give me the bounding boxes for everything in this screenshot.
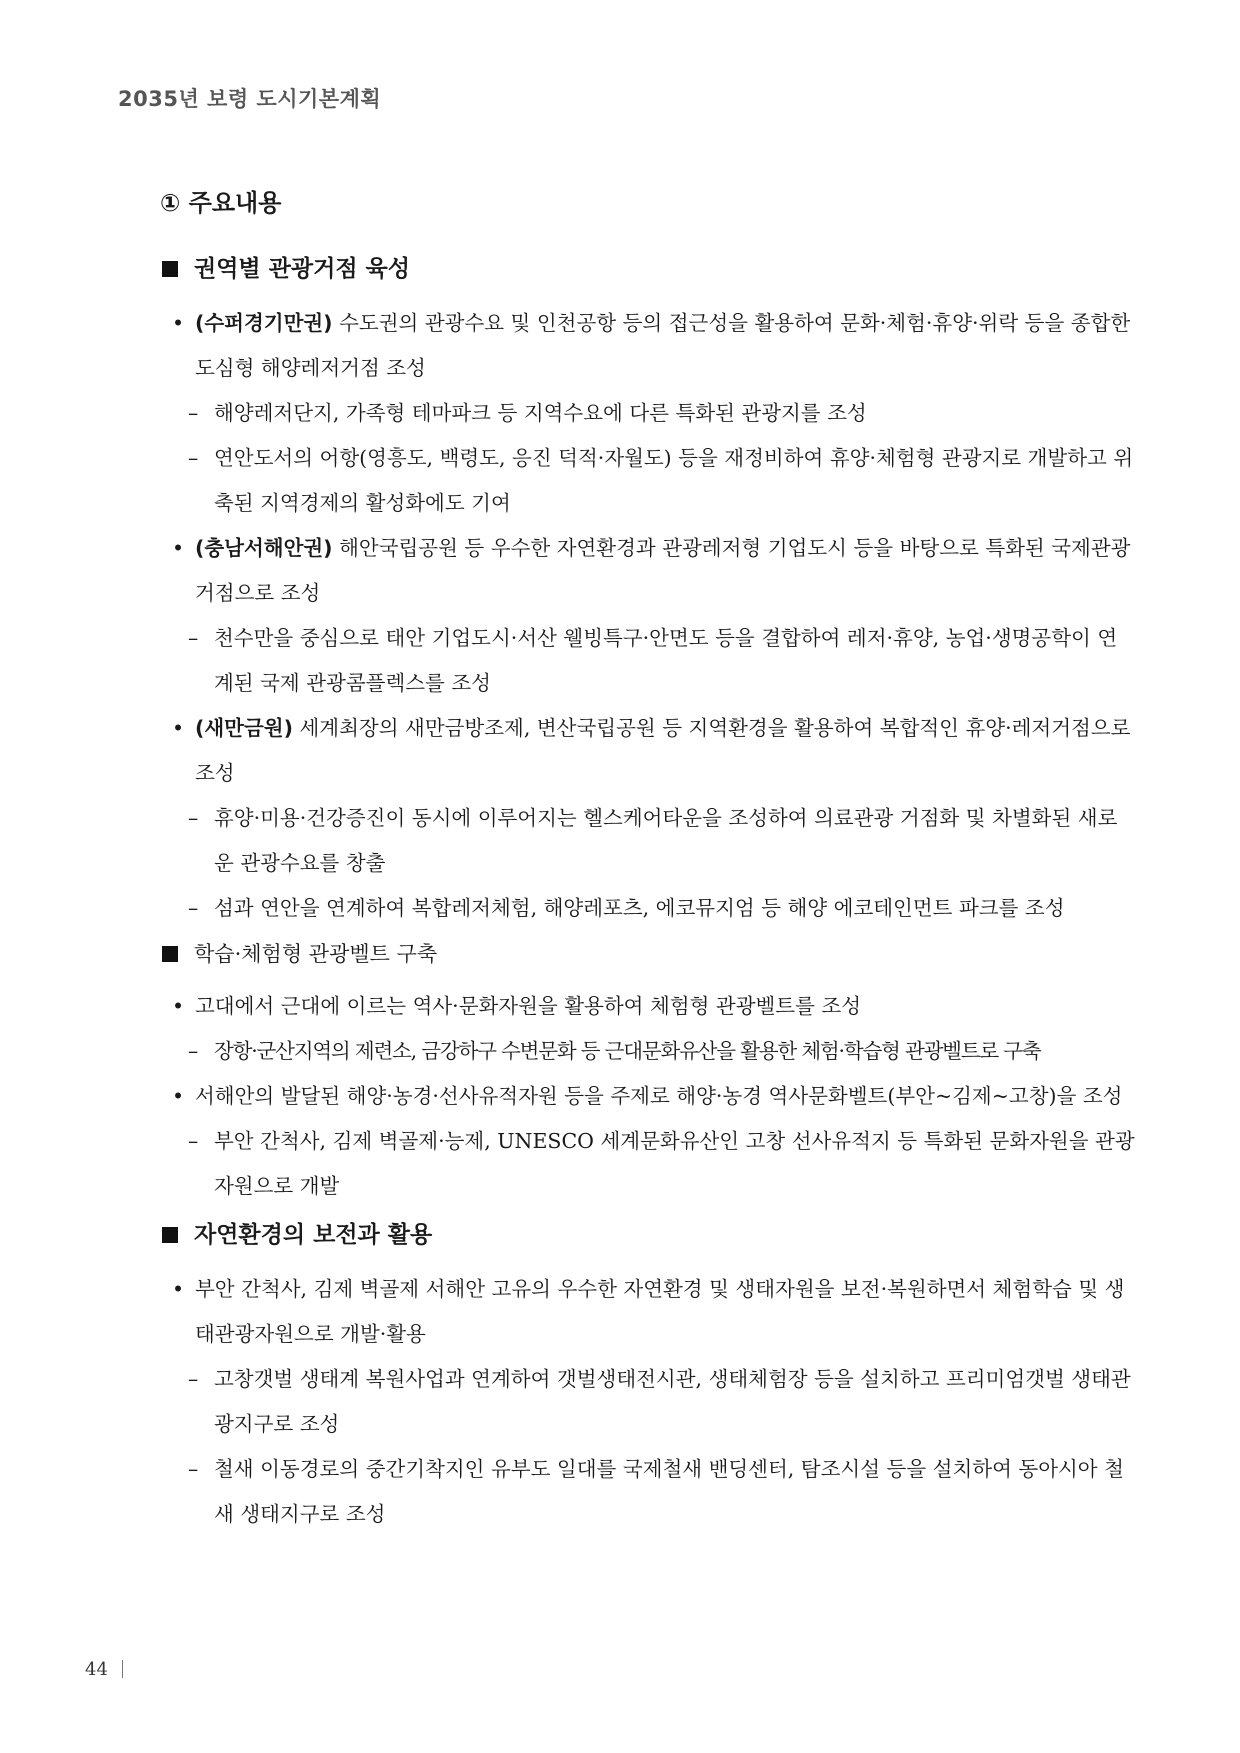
square-bullet-icon [162, 946, 178, 962]
item-text: 서해안의 발달된 해양·농경·선사유적자원 등을 주제로 해양·농경 역사문화벨트(부안~김제~고창)을 조성 [195, 1084, 1123, 1108]
footer-divider [122, 1660, 123, 1678]
sub-item [160, 436, 1135, 526]
sub-item [160, 1119, 1135, 1209]
bullet-icon: • [172, 1084, 185, 1108]
sub-item [160, 616, 1135, 706]
heading-learning-belt [160, 936, 1135, 972]
sub-item [160, 886, 1135, 931]
sub-item-text: 장항·군산지역의 제련소, 금강하구 수변문화 등 근대문화유산을 활용한 체험·학습형 관광벨트로 구축 [214, 1039, 1041, 1063]
heading-text: 자연환경의 보전과 활용 [194, 1222, 433, 1248]
item-text: 고대에서 근대에 이르는 역사·문화자원을 활용하여 체험형 관광벨트를 조성 [195, 994, 862, 1018]
running-header: 2035년 보령 도시기본계획 [118, 87, 382, 111]
dash-icon: – [188, 446, 199, 470]
heading-regional-tourism [160, 251, 1135, 287]
sub-item-text: 천수만을 중심으로 태안 기업도시·서산 웰빙특구·안면도 등을 결합하여 레저·휴양, 농업·생명공학이 연계된 국제 관광콤플렉스를 조성 [214, 626, 1118, 695]
list-item [160, 526, 1135, 616]
dash-icon: – [188, 401, 199, 425]
bullet-icon: • [172, 311, 185, 335]
sub-item-text: 연안도서의 어항(영흥도, 백령도, 응진 덕적·자월도) 등을 재정비하여 휴양·체험형 관광지로 개발하고 위축된 지역경제의 활성화에도 기여 [214, 446, 1134, 515]
item-text: 수도권의 관광수요 및 인천공항 등의 접근성을 활용하여 문화·체험·휴양·위락 등을 종합한 도심형 해양레저거점 조성 [195, 311, 1131, 380]
dash-icon: – [188, 1367, 199, 1391]
list-item [160, 301, 1135, 391]
item-tag: (새만금원) [195, 716, 293, 740]
dash-icon: – [188, 896, 199, 920]
item-text: 세계최장의 새만금방조제, 변산국립공원 등 지역환경을 활용하여 복합적인 휴양·레저거점으로 조성 [195, 716, 1131, 785]
sub-item-text: 섬과 연안을 연계하여 복합레저체험, 해양레포츠, 에코뮤지엄 등 해양 에코테인먼트 파크를 조성 [214, 896, 1065, 920]
page-number: 44 [85, 1659, 108, 1680]
sub-item-text: 철새 이동경로의 중간기착지인 유부도 일대를 국제철새 밴딩센터, 탐조시설 등을 설치하여 동아시아 철새 생태지구로 조성 [214, 1457, 1124, 1526]
bullet-icon: • [172, 994, 185, 1018]
list-item [160, 706, 1135, 796]
sub-item-text: 부안 간척사, 김제 벽골제·능제, UNESCO 세계문화유산인 고창 선사유적지 등 특화된 문화자원을 관광자원으로 개발 [214, 1129, 1135, 1198]
item-tag: (충남서해안권) [195, 536, 333, 560]
list-item [160, 1074, 1135, 1119]
sub-item-text: 고창갯벌 생태계 복원사업과 연계하여 갯벌생태전시관, 생태체험장 등을 설치하고 프리미엄갯벌 생태관광지구로 조성 [214, 1367, 1131, 1436]
sub-item-text: 휴양·미용·건강증진이 동시에 이루어지는 헬스케어타운을 조성하여 의료관광 거점화 및 차별화된 새로운 관광수요를 창출 [214, 806, 1118, 875]
list-item [160, 984, 1135, 1029]
heading-text: 권역별 관광거점 육성 [194, 256, 410, 282]
dash-icon: – [188, 1457, 199, 1481]
item-tag: (수퍼경기만권) [195, 311, 333, 335]
sub-item [160, 1357, 1135, 1447]
bullet-icon: • [172, 1277, 185, 1301]
dash-icon: – [188, 1129, 199, 1153]
page-body [160, 185, 1135, 1537]
square-bullet-icon [162, 1227, 178, 1243]
sub-item [160, 391, 1135, 436]
list-item [160, 1267, 1135, 1357]
sub-item [160, 796, 1135, 886]
heading-text: 학습·체험형 관광벨트 구축 [194, 942, 438, 966]
heading-nature-conservation [160, 1217, 1135, 1253]
dash-icon: – [188, 1039, 199, 1063]
sub-item-text: 해양레저단지, 가족형 테마파크 등 지역수요에 다른 특화된 관광지를 조성 [214, 401, 867, 425]
page-footer [85, 1659, 123, 1680]
square-bullet-icon [162, 261, 178, 277]
bullet-icon: • [172, 716, 185, 740]
item-text: 부안 간척사, 김제 벽골제 서해안 고유의 우수한 자연환경 및 생태자원을 보전·복원하면서 체험학습 및 생태관광자원으로 개발·활용 [195, 1277, 1125, 1346]
dash-icon: – [188, 806, 199, 830]
dash-icon: – [188, 626, 199, 650]
section-title: ① 주요내용 [160, 189, 282, 217]
item-text: 해안국립공원 등 우수한 자연환경과 관광레저형 기업도시 등을 바탕으로 특화된 국제관광거점으로 조성 [195, 536, 1131, 605]
sub-item [160, 1447, 1135, 1537]
bullet-icon: • [172, 536, 185, 560]
sub-item [160, 1029, 1135, 1074]
